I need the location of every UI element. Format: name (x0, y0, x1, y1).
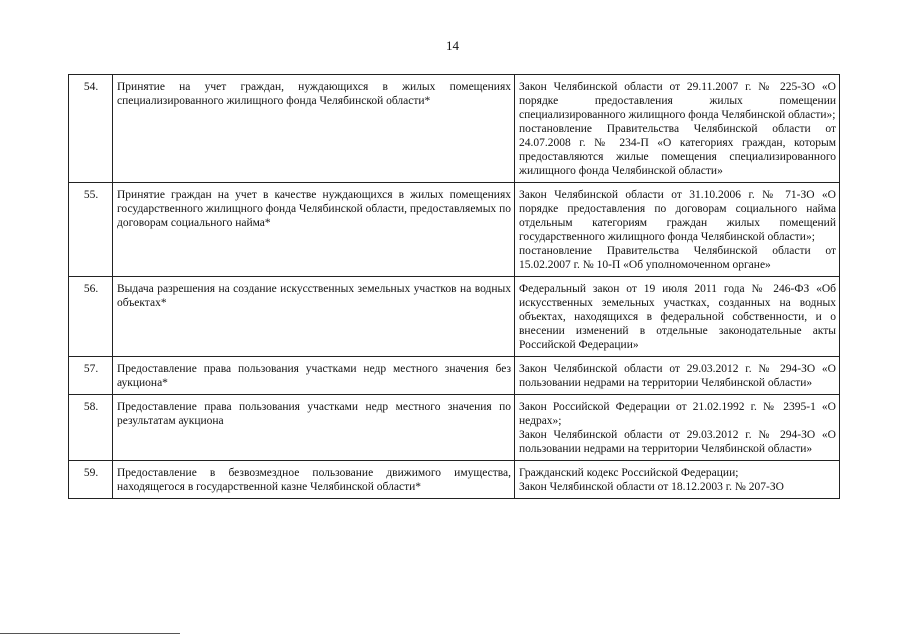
legal-act: Федеральный закон от 19 июля 2011 года № 246-ФЗ «Об искусственных земельных участках, созданных на водных объектах, находящихся в федеральной собственности, и о внесении изменений в отдельные законодательные акты Российской Федерации» (519, 283, 836, 351)
page-number: 14 (446, 38, 459, 53)
legal-basis (515, 461, 840, 499)
table-row (69, 75, 840, 183)
table-row (69, 183, 840, 277)
legal-act: Гражданский кодекс Российской Федерации; (519, 467, 739, 479)
legal-act: Закон Челябинской области от 29.03.2012 г. № 294-ЗО «О пользовании недрами на территории Челябинской области» (519, 363, 836, 389)
service-description: Предоставление права пользования участками недр местного значения по результатам аукциона (113, 395, 515, 461)
legal-act: Закон Челябинской области от 31.10.2006 г. № 71-ЗО «О порядке предоставления по договорам социального найма отдельным категориям граждан жилых помещений государственного жилищного фонда Челябинской области»; (519, 189, 836, 243)
services-table (68, 74, 840, 499)
service-description: Предоставление в безвозмездное пользование движимого имущества, находящегося в государственной казне Челябинской области* (113, 461, 515, 499)
service-description: Предоставление права пользования участками недр местного значения без аукциона* (113, 357, 515, 395)
table-row (69, 277, 840, 357)
service-description: Принятие на учет граждан, нуждающихся в жилых помещениях специализированного жилищного фонда Челябинской области* (113, 75, 515, 183)
row-number: 55. (69, 183, 113, 277)
service-description: Принятие граждан на учет в качестве нуждающихся в жилых помещениях государственного жилищного фонда Челябинской области, предоставляемых по договорам социального найма* (113, 183, 515, 277)
row-number: 54. (69, 75, 113, 183)
legal-act: Закон Челябинской области от 29.03.2012 г. № 294-ЗО «О пользовании недрами на территории Челябинской области» (519, 429, 836, 455)
service-description: Выдача разрешения на создание искусственных земельных участков на водных объектах* (113, 277, 515, 357)
row-number: 59. (69, 461, 113, 499)
legal-act: постановление Правительства Челябинской области от 24.07.2008 г. № 234-П «О категориях граждан, которым предоставляются жилые помещения специализированного жилищного фонда Челябинской области» (519, 123, 836, 177)
row-number: 57. (69, 357, 113, 395)
row-number: 56. (69, 277, 113, 357)
legal-act: Закон Челябинской области от 18.12.2003 г. № 207-ЗО (519, 481, 784, 493)
legal-basis (515, 277, 840, 357)
legal-basis (515, 183, 840, 277)
legal-act: Закон Челябинской области от 29.11.2007 г. № 225-ЗО «О порядке предоставления жилых помещении специализированного жилищного фонда Челябинской области»; (519, 81, 836, 121)
table-row (69, 357, 840, 395)
table-row (69, 395, 840, 461)
legal-act: Закон Российской Федерации от 21.02.1992 г. № 2395-1 «О недрах»; (519, 401, 836, 427)
legal-basis (515, 357, 840, 395)
legal-basis (515, 395, 840, 461)
table-row (69, 461, 840, 499)
legal-act: постановление Правительства Челябинской области от 15.02.2007 г. № 10-П «Об уполномоченном органе» (519, 245, 836, 271)
legal-basis (515, 75, 840, 183)
row-number: 58. (69, 395, 113, 461)
footer-rule (0, 633, 180, 634)
